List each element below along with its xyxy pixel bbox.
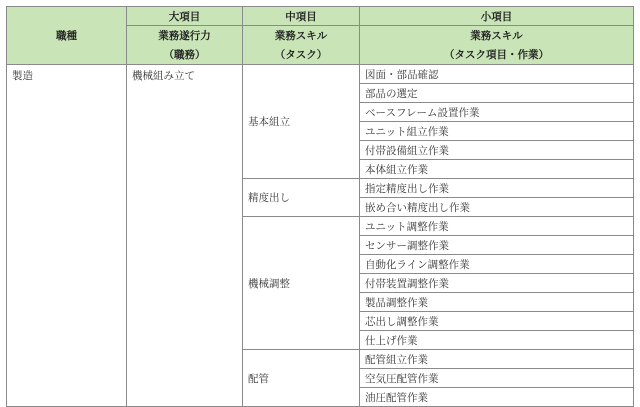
cell-task-item: 嵌め合い精度出し作業 [360,198,634,217]
header-large-line1: 業務遂行力 [127,26,243,46]
cell-task-item: ベースフレーム設置作業 [360,103,634,122]
cell-task-item: 油圧配管作業 [360,388,634,407]
header-large-title: 大項目 [127,7,243,26]
cell-duty: 機械組み立て [127,65,243,407]
table-row [7,65,634,84]
cell-task-item: 製品調整作業 [360,293,634,312]
cell-job-type: 製造 [7,65,127,407]
skill-table [6,6,634,407]
header-large-line2: （職務） [127,45,243,65]
cell-task-item: 指定精度出し作業 [360,179,634,198]
header-job-type: 職種 [7,7,127,65]
cell-task-item: 図面・部品確認 [360,65,634,84]
cell-task-item: 本体組立作業 [360,160,634,179]
cell-task-item: 部品の選定 [360,84,634,103]
cell-task-item: 空気圧配管作業 [360,369,634,388]
header-middle-line2: （タスク） [243,45,360,65]
cell-task: 配管 [243,350,360,407]
cell-task-item: 芯出し調整作業 [360,312,634,331]
header-middle-line1: 業務スキル [243,26,360,46]
header-small-title: 小項目 [360,7,634,26]
cell-task: 精度出し [243,179,360,217]
cell-task-item: センサー調整作業 [360,236,634,255]
cell-task-item: ユニット調整作業 [360,217,634,236]
header-middle-title: 中項目 [243,7,360,26]
table-header [7,7,634,65]
cell-task-item: 配管組立作業 [360,350,634,369]
header-small-line2: （タスク項目・作業） [360,45,634,65]
cell-task-item: ユニット組立作業 [360,122,634,141]
table-body [7,65,634,407]
cell-task: 機械調整 [243,217,360,350]
cell-task-item: 付帯設備組立作業 [360,141,634,160]
cell-task: 基本組立 [243,65,360,179]
header-small-line1: 業務スキル [360,26,634,46]
cell-task-item: 自動化ライン調整作業 [360,255,634,274]
cell-task-item: 仕上げ作業 [360,331,634,350]
cell-task-item: 付帯装置調整作業 [360,274,634,293]
